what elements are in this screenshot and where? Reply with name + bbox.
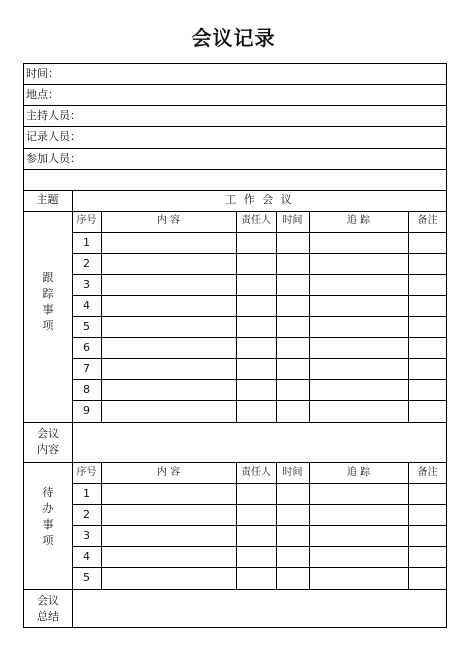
row-divider — [23, 169, 447, 170]
row-divider — [72, 546, 447, 547]
todo-label — [28, 485, 68, 549]
meeting-content-label — [28, 426, 68, 458]
row-number: 3 — [83, 529, 90, 542]
column-divider — [236, 211, 237, 422]
row-divider — [23, 462, 447, 463]
time-label: 时间： — [26, 67, 59, 80]
follow-up-label — [28, 270, 68, 334]
row-divider — [72, 358, 447, 359]
row-number: 1 — [83, 487, 90, 500]
row-number: 2 — [83, 257, 90, 270]
row-divider — [72, 316, 447, 317]
label-line: 会议 — [37, 594, 59, 607]
row-divider — [72, 274, 447, 275]
label-char: 待 — [42, 486, 54, 499]
label-char: 事 — [42, 518, 54, 531]
column-divider — [408, 462, 409, 589]
header-note: 备注 — [417, 215, 438, 226]
recorder-label: 记录人员： — [26, 130, 81, 143]
column-divider — [276, 211, 277, 422]
topic-value: 工 作 会 议 — [225, 193, 294, 206]
column-divider — [101, 462, 102, 589]
column-divider — [309, 211, 310, 422]
row-divider — [72, 504, 447, 505]
row-divider — [23, 211, 447, 212]
column-divider — [408, 211, 409, 422]
column-divider — [276, 462, 277, 589]
row-number: 2 — [83, 508, 90, 521]
header-content: 内 容 — [156, 467, 181, 478]
label-line: 总结 — [37, 610, 59, 623]
row-divider — [72, 295, 447, 296]
row-divider — [72, 379, 447, 380]
row-divider — [23, 84, 447, 85]
page-title: 会议记录 — [191, 26, 276, 50]
row-divider — [23, 589, 447, 590]
header-no: 序号 — [76, 215, 97, 226]
header-track: 追 踪 — [346, 215, 371, 226]
row-divider — [72, 567, 447, 568]
attendees-label: 参加人员： — [26, 152, 81, 165]
header-note: 备注 — [417, 467, 438, 478]
row-divider — [72, 253, 447, 254]
row-number: 5 — [83, 571, 90, 584]
row-divider — [72, 483, 447, 484]
row-number: 5 — [83, 320, 90, 333]
row-divider — [23, 148, 447, 149]
row-number: 9 — [83, 404, 90, 417]
header-time: 时间 — [282, 467, 303, 478]
row-number: 3 — [83, 278, 90, 291]
row-divider — [72, 232, 447, 233]
header-no: 序号 — [76, 467, 97, 478]
row-number: 6 — [83, 341, 90, 354]
column-divider — [309, 462, 310, 589]
row-number: 8 — [83, 383, 90, 396]
row-divider — [23, 126, 447, 127]
row-divider — [23, 422, 447, 423]
label-char: 跟 — [42, 271, 54, 284]
header-owner: 责任人 — [241, 467, 271, 478]
label-char: 事 — [42, 303, 54, 316]
host-label: 主持人员： — [26, 109, 81, 122]
label-char: 办 — [42, 502, 54, 515]
row-divider — [72, 525, 447, 526]
header-track: 追 踪 — [346, 467, 371, 478]
row-divider — [23, 105, 447, 106]
header-content: 内 容 — [156, 215, 181, 226]
row-number: 7 — [83, 362, 90, 375]
row-number: 4 — [83, 299, 90, 312]
place-label: 地点： — [26, 88, 59, 101]
row-divider — [72, 400, 447, 401]
row-number: 1 — [83, 236, 90, 249]
header-time: 时间 — [282, 215, 303, 226]
header-owner: 责任人 — [241, 215, 271, 226]
label-line: 内容 — [37, 443, 59, 456]
meeting-summary-label — [28, 593, 68, 625]
column-divider — [101, 211, 102, 422]
label-char: 项 — [42, 534, 54, 547]
label-line: 会议 — [37, 427, 59, 440]
column-divider — [236, 462, 237, 589]
row-number: 4 — [83, 550, 90, 563]
row-divider — [72, 337, 447, 338]
row-divider — [23, 190, 447, 191]
topic-label: 主题 — [36, 193, 59, 206]
label-char: 项 — [42, 319, 54, 332]
label-char: 踪 — [42, 287, 54, 300]
